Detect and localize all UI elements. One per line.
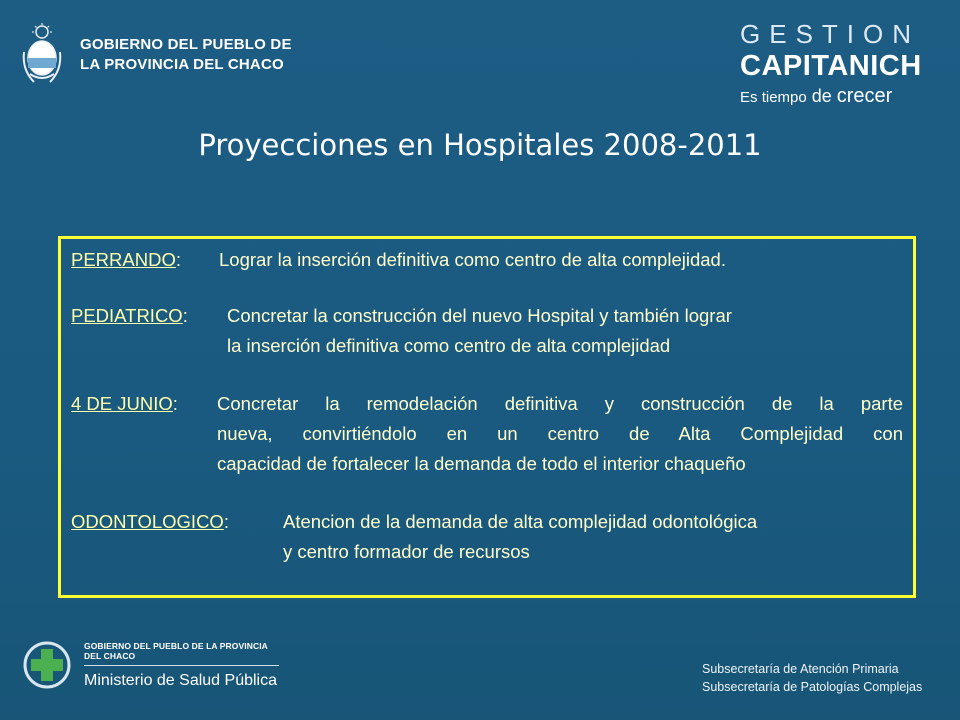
- tagline-part-1: Es: [740, 89, 762, 106]
- ministry-name: Ministerio de Salud Pública: [84, 671, 277, 689]
- ministry-government-text: GOBIERNO DEL PUEBLO DE LA PROVINCIA DEL CHACO: [84, 641, 279, 666]
- subsecretariat-1: Subsecretaría de Atención Primaria: [702, 662, 899, 676]
- entry-text: Atencion de la demanda de alta complejidad odontológica: [283, 511, 758, 532]
- subsecretariat-2: Subsecretaría de Patologías Complejas: [702, 680, 923, 694]
- entry-label: PEDIATRICO: [71, 305, 183, 326]
- entry-sep: :: [175, 249, 181, 270]
- government-name-line2: LA PROVINCIA DEL CHACO: [80, 56, 284, 73]
- entry-label: PERRANDO: [71, 249, 176, 270]
- entry-sep: :: [182, 305, 188, 326]
- entry-text: capacidad de fortalecer la demanda de todo el interior chaqueño: [217, 453, 746, 474]
- entry-text: la inserción definitiva como centro de alta complejidad: [227, 335, 671, 356]
- entry-text: Concretar la remodelación definitiva y construcción de la parte: [217, 393, 903, 414]
- tagline-part-4: crecer: [836, 85, 893, 107]
- campaign-logo: [740, 20, 930, 108]
- subsecretariats: [702, 660, 922, 696]
- entry-label: 4 DE JUNIO: [71, 393, 173, 414]
- slide-title: Proyecciones en Hospitales 2008-2011: [198, 128, 762, 162]
- government-name-line1: GOBIERNO DEL PUEBLO DE: [80, 36, 292, 53]
- entry-label: ODONTOLOGICO: [71, 511, 224, 532]
- brand-name-text: CAPITANICH: [740, 50, 922, 82]
- brand-tagline: [740, 86, 930, 108]
- provincial-seal-icon: [18, 22, 66, 88]
- health-cross-icon: [22, 640, 72, 690]
- entry-pediatrico: [71, 301, 903, 361]
- entry-sep: :: [172, 393, 178, 414]
- hospital-projections-box: [58, 236, 916, 598]
- brand-top-text: GESTION: [740, 19, 921, 49]
- ministry-logo: [22, 640, 279, 690]
- entry-text: Concretar la construcción del nuevo Hospital y también lograr: [227, 305, 732, 326]
- entry-4-de-junio: [71, 389, 903, 479]
- entry-sep: :: [223, 511, 229, 532]
- entry-text: nueva, convirtiéndolo en un centro de Alta Complejidad con: [217, 423, 903, 444]
- entry-text: Lograr la inserción definitiva como centro de alta complejidad.: [219, 249, 726, 270]
- government-name: [80, 35, 292, 75]
- entry-perrando: [71, 245, 903, 275]
- entry-odontologico: [71, 507, 903, 567]
- tagline-part-2: tiempo: [761, 89, 807, 106]
- tagline-part-3: de: [806, 86, 837, 106]
- entry-text: y centro formador de recursos: [283, 541, 530, 562]
- government-logo: [18, 22, 292, 88]
